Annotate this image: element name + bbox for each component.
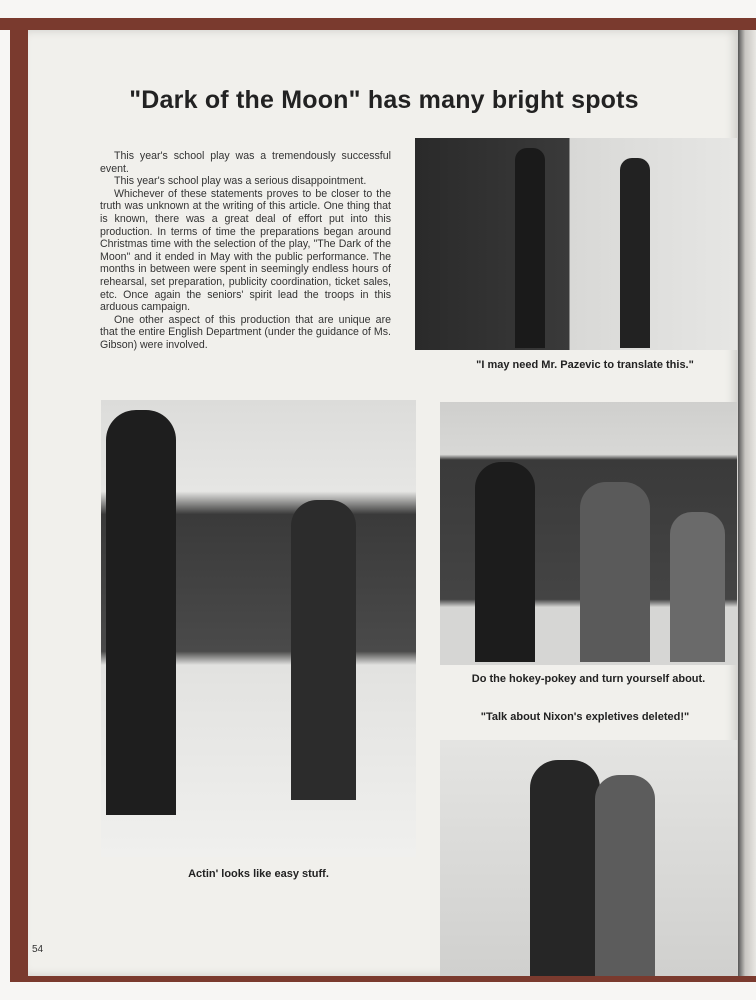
page-title: "Dark of the Moon" has many bright spots xyxy=(129,86,639,114)
photo-hokey-pokey xyxy=(440,402,737,665)
photo-chalkboard-rehearsal xyxy=(415,138,737,350)
photo-caption: "I may need Mr. Pazevic to translate this." xyxy=(476,359,694,371)
article-paragraph: This year's school play was a tremendously successful event. xyxy=(100,150,391,175)
page-number: 54 xyxy=(32,944,44,955)
photo-two-actresses-reading xyxy=(101,400,416,857)
photo-caption: Do the hokey-pokey and turn yourself about. xyxy=(471,673,706,685)
article-text xyxy=(100,150,391,352)
article-paragraph: One other aspect of this production that are unique are that the entire English Department (under the guidance of Ms. Gibson) were involved. xyxy=(100,313,391,351)
adjacent-page-edge xyxy=(738,30,756,976)
book-cover-top xyxy=(0,0,756,30)
photo-caption: "Talk about Nixon's expletives deleted!" xyxy=(480,711,690,723)
article-paragraph: Whichever of these statements proves to be closer to the truth was unknown at the writing of this article. One thing that is known, there was a great deal of effort put into this production. In terms of time the preparations began around Christmas time with the selection of the play, "The Dark of the Moon" and it ended in May with the public performance. The months in between were spent in seemingly endless hours of rehearsal, set preparation, publicity coordination, ticket sales, etc. Once again the seniors' spirit lead the troops in this arduous campaign. xyxy=(100,187,391,314)
book-cover-left xyxy=(10,18,30,980)
article-paragraph: This year's school play was a serious disappointment. xyxy=(114,175,367,188)
photo-caption: Actin' looks like easy stuff. xyxy=(188,868,329,880)
photo-two-actors-scripts xyxy=(440,740,737,976)
